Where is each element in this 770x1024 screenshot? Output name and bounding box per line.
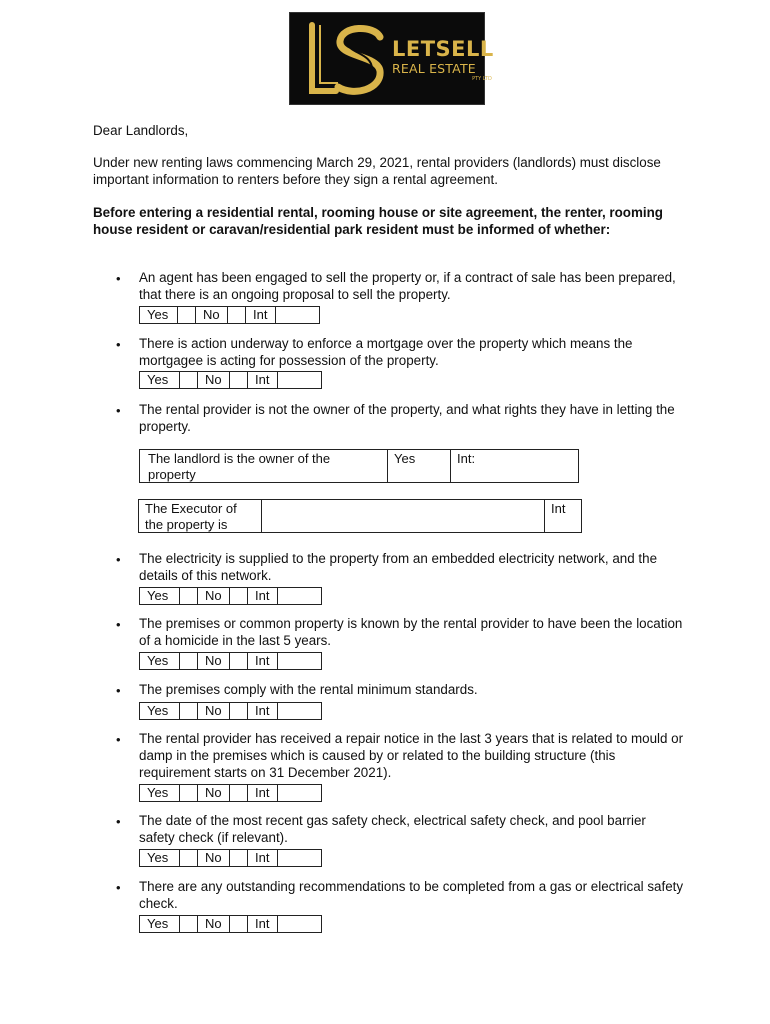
no-option[interactable]: No	[196, 307, 228, 323]
initials-field[interactable]	[278, 850, 321, 866]
yes-checkbox[interactable]	[180, 850, 198, 866]
int-label: Int	[248, 703, 278, 719]
initials-field[interactable]	[278, 916, 321, 932]
yes-checkbox[interactable]	[180, 588, 198, 604]
item-agent-sale: An agent has been engaged to sell the property or, if a contract of sale has been prepared, that there is an ongoing proposal to sell the property.	[139, 270, 676, 302]
executor-name-field[interactable]	[262, 500, 545, 532]
initials-field[interactable]	[278, 588, 321, 604]
int-label: Int	[248, 588, 278, 604]
yes-option[interactable]: Yes	[140, 785, 180, 801]
int-label: Int	[246, 307, 276, 323]
yes-checkbox[interactable]	[180, 785, 198, 801]
bullet-icon: •	[116, 814, 121, 829]
int-label: Int	[248, 372, 278, 388]
yes-option[interactable]: Yes	[140, 307, 178, 323]
yes-checkbox[interactable]	[180, 653, 198, 669]
yes-checkbox[interactable]	[180, 372, 198, 388]
item-outstanding-recommendations: There are any outstanding recommendations to be completed from a gas or electrical safety check.	[139, 879, 684, 911]
yes-no-int-row	[139, 306, 320, 324]
yes-checkbox[interactable]	[180, 703, 198, 719]
no-checkbox[interactable]	[230, 850, 248, 866]
bullet-icon: •	[116, 880, 121, 895]
initials-field[interactable]	[278, 372, 321, 388]
no-checkbox[interactable]	[230, 588, 248, 604]
yes-no-int-row	[139, 652, 322, 670]
no-option[interactable]: No	[198, 916, 230, 932]
owner-table	[139, 449, 579, 483]
bullet-icon: •	[116, 617, 121, 632]
no-option[interactable]: No	[198, 703, 230, 719]
yes-no-int-row	[139, 371, 322, 389]
item-mortgage-action: There is action underway to enforce a mortgage over the property which means the mortgagee is acting for possession of the property.	[139, 336, 633, 368]
yes-no-int-row	[139, 587, 322, 605]
int-label: Int	[248, 785, 278, 801]
initials-field[interactable]	[278, 653, 321, 669]
logo-brand-line1: LETSELL	[392, 37, 494, 61]
initials-field[interactable]	[278, 703, 321, 719]
bullet-icon: •	[116, 552, 121, 567]
yes-option[interactable]: Yes	[140, 703, 180, 719]
no-option[interactable]: No	[198, 653, 230, 669]
bullet-icon: •	[116, 683, 121, 698]
yes-option[interactable]: Yes	[140, 653, 180, 669]
no-checkbox[interactable]	[230, 785, 248, 801]
initials-field[interactable]	[278, 785, 321, 801]
no-option[interactable]: No	[198, 372, 230, 388]
intro-paragraph: Under new renting laws commencing March 29, 2021, rental providers (landlords) must disclose important information to renters before they sign a rental agreement.	[93, 155, 661, 187]
ls-monogram-icon	[298, 17, 394, 103]
owner-yes-option[interactable]: Yes	[388, 450, 451, 482]
logo-brand-line2: REAL ESTATE	[392, 61, 476, 76]
no-checkbox[interactable]	[230, 372, 248, 388]
item-minimum-standards: The premises comply with the rental minimum standards.	[139, 682, 478, 697]
item-repair-notice: The rental provider has received a repair notice in the last 3 years that is related to mould or damp in the premises which is caused by or related to the building structure (this requirement starts on 31 December 2021).	[139, 731, 684, 780]
greeting: Dear Landlords,	[93, 123, 189, 138]
executor-label: The Executor of the property is	[139, 500, 262, 532]
no-option[interactable]: No	[198, 850, 230, 866]
logo-brand-line3: PTY LTD	[472, 75, 492, 82]
yes-option[interactable]: Yes	[140, 916, 180, 932]
no-checkbox[interactable]	[230, 703, 248, 719]
yes-checkbox[interactable]	[178, 307, 196, 323]
item-homicide: The premises or common property is known by the rental provider to have been the location of a homicide in the last 5 years.	[139, 616, 683, 648]
item-safety-check-dates: The date of the most recent gas safety check, electrical safety check, and pool barrier safety check (if relevant).	[139, 813, 646, 845]
yes-no-int-row	[139, 784, 322, 802]
int-label: Int	[248, 916, 278, 932]
item-not-owner: The rental provider is not the owner of the property, and what rights they have in letting the property.	[139, 402, 675, 434]
yes-no-int-row	[139, 915, 322, 933]
bullet-icon: •	[116, 337, 121, 352]
owner-initials-field[interactable]: Int:	[457, 451, 476, 466]
item-embedded-network: The electricity is supplied to the property from an embedded electricity network, and the details of this network.	[139, 551, 658, 583]
bullet-icon: •	[116, 403, 121, 418]
bullet-icon: •	[116, 732, 121, 747]
disclosure-heading: Before entering a residential rental, rooming house or site agreement, the renter, rooming house resident or caravan/residential park resident must be informed of whether:	[93, 205, 663, 237]
bullet-icon: •	[116, 271, 121, 286]
executor-table	[138, 499, 582, 533]
no-checkbox[interactable]	[228, 307, 246, 323]
no-checkbox[interactable]	[230, 916, 248, 932]
yes-option[interactable]: Yes	[140, 850, 180, 866]
yes-option[interactable]: Yes	[140, 588, 180, 604]
owner-statement: The landlord is the owner of the property	[140, 450, 388, 482]
yes-checkbox[interactable]	[180, 916, 198, 932]
no-option[interactable]: No	[198, 588, 230, 604]
no-option[interactable]: No	[198, 785, 230, 801]
initials-field[interactable]	[276, 307, 319, 323]
no-checkbox[interactable]	[230, 653, 248, 669]
company-logo	[289, 12, 494, 105]
int-label: Int	[248, 850, 278, 866]
yes-no-int-row	[139, 849, 322, 867]
executor-initials-label[interactable]: Int	[551, 501, 566, 516]
yes-no-int-row	[139, 702, 322, 720]
yes-option[interactable]: Yes	[140, 372, 180, 388]
int-label: Int	[248, 653, 278, 669]
